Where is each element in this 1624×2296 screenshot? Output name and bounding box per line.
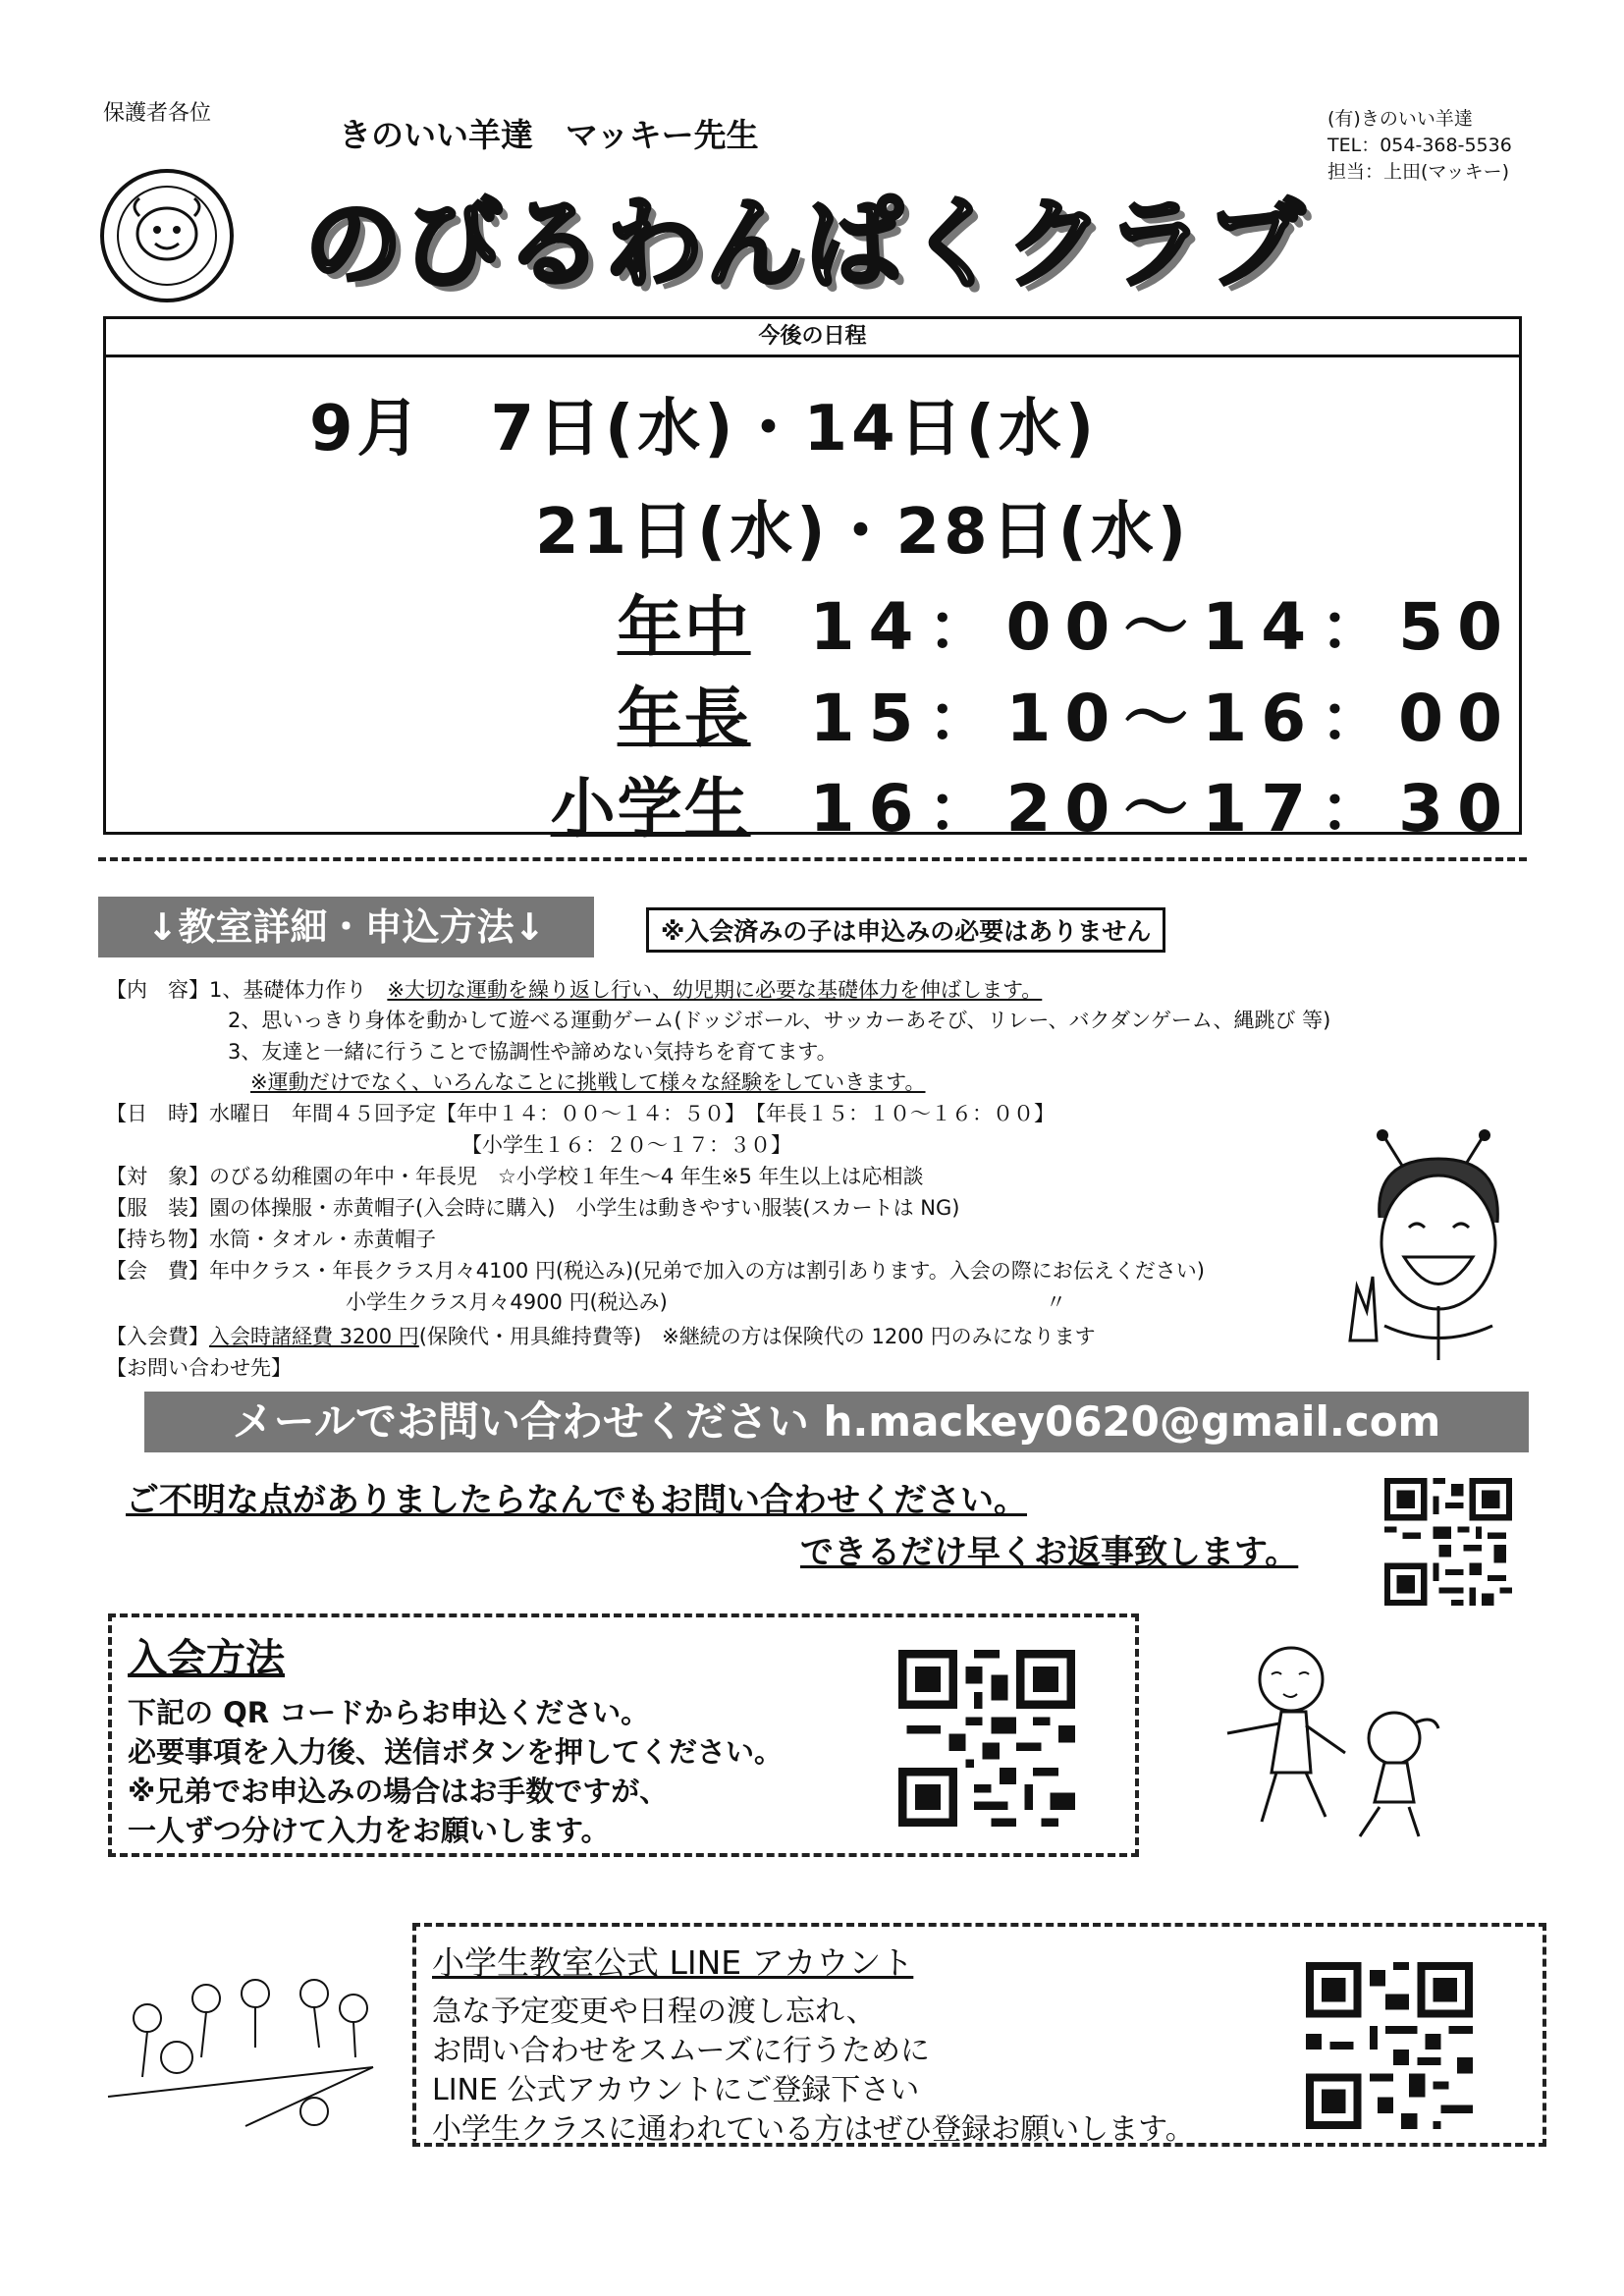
email-qr-code[interactable]	[1384, 1478, 1512, 1606]
join-line: 必要事項を入力後、送信ボタンを押してください。	[128, 1735, 784, 1769]
company-name: (有)きのいい羊達	[1327, 108, 1473, 130]
line-account-text: お問い合わせをスムーズに行うために	[432, 2034, 930, 2068]
detail-label: 【入会費】	[106, 1325, 209, 1348]
reply-message: できるだけ早くお返事致します。	[800, 1533, 1299, 1572]
detail-label: 【持ち物】	[106, 1228, 209, 1251]
join-line: 一人ずつ分けて入力をお願いします。	[128, 1814, 610, 1847]
detail-content-1	[106, 974, 1042, 1004]
join-line: ※兄弟でお申込みの場合はお手数ですが、	[128, 1775, 669, 1808]
inquiry-message: ご不明な点がありましたらなんでもお問い合わせください。	[126, 1481, 1027, 1520]
line-account-text: 小学生クラスに通われている方はぜひ登録お願いします。	[432, 2112, 1195, 2147]
join-title: 入会方法	[128, 1636, 285, 1681]
org-subtitle: きのいい羊達 マッキー先生	[339, 116, 759, 154]
detail-content-2: 2、思いっきり身体を動かして遊べる運動ゲーム(ドッジボール、サッカーあそび、リレー、バクダンゲーム、縄跳び 等)	[228, 1009, 1331, 1032]
detail-label: 【日 時】	[106, 1102, 209, 1125]
phone-number: TEL：054-368-5536	[1327, 135, 1512, 156]
time-value: 15：10～16：00	[809, 681, 1516, 756]
detail-text: (保険代・用具維持費等) ※継続の方は保険代の 1200 円のみになります	[418, 1325, 1096, 1348]
contact-block	[1327, 106, 1512, 186]
detail-datetime-2: 【小学生１６：２０～１７：３０】	[461, 1133, 791, 1157]
join-line: 下記の QR コードからお申込ください。	[128, 1696, 650, 1729]
detail-inquiry-label: 【お問い合わせ先】	[106, 1356, 292, 1380]
detail-label: 【会 費】	[106, 1259, 209, 1283]
addressee: 保護者各位	[103, 101, 212, 126]
detail-text: 入会時諸経費 3200 円	[209, 1325, 419, 1348]
application-qr-code[interactable]	[898, 1650, 1075, 1827]
grade-label: 年中	[617, 589, 751, 665]
time-row-nencho	[618, 666, 1516, 759]
children-playing-illustration	[98, 1949, 393, 2136]
schedule-dates-line2: 21日(水)・28日(水)	[535, 496, 1191, 569]
grade-label: 小学生	[550, 771, 751, 847]
dashed-divider	[98, 857, 1527, 861]
detail-text: 1、基礎体力作り	[209, 978, 388, 1002]
detail-text: 水曜日 年間４５回予定【年中１４：００～１４：５０】 【年長１５：１０～１６：００】	[209, 1102, 1055, 1125]
line-account-text: LINE 公式アカウントにご登録下さい	[432, 2073, 920, 2107]
details-section-title: ↓教室詳細・申込方法↓	[98, 897, 594, 957]
detail-text: のびる幼稚園の年中・年長児 ☆小学校１年生～4 年生※5 年生以上は応相談	[209, 1165, 924, 1188]
schedule-dates-line1: 9月 7日(水)・14日(水)	[309, 393, 1099, 465]
detail-items	[106, 1224, 436, 1253]
detail-label: 【対 象】	[106, 1165, 209, 1188]
grade-label: 年長	[617, 681, 751, 756]
time-value: 14：00～14：50	[809, 589, 1516, 665]
time-row-nenchu	[618, 574, 1516, 668]
detail-text: ※大切な運動を繰り返し行い、幼児期に必要な基礎体力を伸ばします。	[387, 978, 1043, 1002]
time-value: 16：20～17：30	[809, 771, 1516, 847]
detail-clothes	[106, 1192, 959, 1222]
detail-text: 年中クラス・年長クラス月々4100 円(税込み)(兄弟で加入の方は割引あります。入会の際にお伝えください)	[209, 1259, 1205, 1283]
detail-label: 【内 容】	[106, 978, 209, 1002]
detail-text: 水筒・タオル・赤黄帽子	[209, 1228, 436, 1251]
detail-content-note: ※運動だけでなく、いろんなことに挑戦して様々な経験をしていきます。	[250, 1070, 926, 1094]
detail-target	[106, 1161, 924, 1190]
detail-fee-1	[106, 1255, 1205, 1285]
line-account-text: 急な予定変更や日程の渡し忘れ、	[432, 1995, 876, 2029]
detail-datetime-1	[106, 1098, 1055, 1127]
detail-label: 【服 装】	[106, 1196, 209, 1220]
schedule-heading: 今後の日程	[106, 319, 1519, 357]
contact-person: 担当：上田(マッキー)	[1327, 161, 1510, 183]
sheep-logo	[98, 167, 236, 304]
line-qr-code[interactable]	[1306, 1962, 1473, 2129]
page-title: のびるわんぱくクラブ	[304, 187, 1306, 301]
detail-text: 園の体操服・赤黄帽子(入会時に購入) 小学生は動きやすい服装(スカートは NG)	[209, 1196, 960, 1220]
email-contact-bar[interactable]: メールでお問い合わせください h.mackey0620@gmail.com	[144, 1392, 1529, 1452]
detail-fee-ditto: 〃	[1046, 1290, 1066, 1314]
detail-content-3: 3、友達と一緒に行うことで協調性や諦めない気持ちを育てます。	[228, 1040, 838, 1064]
member-notice: ※入会済みの子は申込みの必要はありません	[646, 907, 1165, 953]
time-row-elementary	[551, 756, 1516, 849]
children-running-illustration	[1222, 1635, 1468, 1846]
teacher-illustration	[1345, 1129, 1532, 1360]
detail-fee-2: 小学生クラス月々4900 円(税込み)	[346, 1290, 668, 1314]
line-account-title: 小学生教室公式 LINE アカウント	[432, 1943, 914, 1982]
detail-join-fee	[106, 1321, 1096, 1350]
